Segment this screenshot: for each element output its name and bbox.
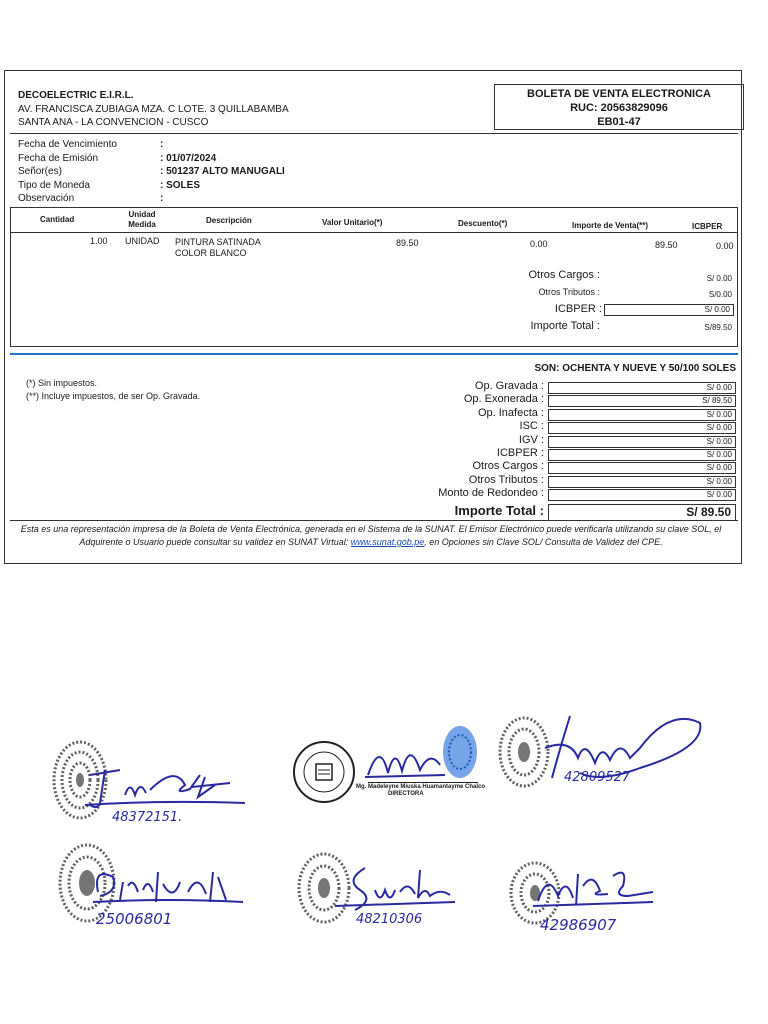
total-value-igv: S/ 0.00 (548, 436, 736, 448)
total-value-icbper: S/ 0.00 (548, 449, 736, 461)
issuer-address-line2: SANTA ANA - LA CONVENCION - CUSCO (18, 117, 209, 128)
note-sin-impuestos: (*) Sin impuestos. (26, 378, 98, 388)
field-value-emision: 01/07/2024 (166, 152, 217, 164)
total-label-otros-tributos: Otros Tributos : (468, 473, 544, 486)
table-top-border (10, 207, 738, 208)
row-icbper: 0.00 (716, 241, 734, 251)
divider (10, 133, 738, 134)
total-label-inafecta: Op. Inafecta : (477, 406, 544, 419)
row-descripcion (175, 237, 261, 259)
official-seal-icon (292, 740, 356, 804)
col-header-importe-venta: Importe de Venta(**) (572, 221, 649, 230)
signature-2-line (368, 782, 478, 783)
signature-3-number: 42809527 (564, 770, 631, 785)
field-value-moneda: SOLES (166, 179, 201, 191)
col-header-descripcion: Descripción (206, 216, 252, 225)
total-label-redondeo: Monto de Redondeo : (438, 487, 544, 500)
field-label-moneda: Tipo de Moneda (18, 179, 90, 191)
signature-1-number: 48372151. (112, 810, 183, 825)
row-cantidad: 1.00 (90, 236, 108, 246)
document-number: EB01-47 (597, 116, 641, 128)
total-value-isc: S/ 0.00 (548, 422, 736, 434)
total-label-isc: ISC : (519, 420, 544, 433)
signature-6-number: 42986907 (540, 916, 617, 934)
note-incluye-impuestos: (**) Incluye impuestos, de ser Op. Gravada. (26, 391, 201, 401)
field-value-senores: 501237 ALTO MANUGALI (166, 166, 285, 177)
col-header-descuento: Descuento(*) (458, 219, 508, 228)
total-label-igv: IGV : (518, 433, 544, 446)
row-valor-unitario: 89.50 (396, 238, 419, 248)
total-value-gravada: S/ 0.00 (548, 382, 736, 394)
blue-divider (10, 353, 738, 355)
signature-5-number: 48210306 (356, 912, 423, 927)
signature-2-scribble (360, 735, 450, 785)
field-label-vencimiento: Fecha de Vencimiento (18, 139, 117, 150)
table-left-border (10, 207, 11, 346)
col-header-unidad (124, 210, 160, 230)
total-label-icbper: ICBPER : (496, 447, 544, 460)
footer-divider (10, 520, 738, 521)
footer-text-after: , en Opciones sin Clave SOL/ Consulta de Validez del CPE. (424, 537, 663, 547)
row-unidad: UNIDAD (125, 236, 160, 246)
row-importe-venta: 89.50 (655, 240, 678, 250)
table-bottom-border (10, 346, 738, 347)
header-values: : : 01/07/2024 : 501237 ALTO MANUGALI : SOLES : (160, 139, 285, 204)
signature-4-number: 25006801 (96, 910, 173, 928)
row-descripcion-line2: COLOR BLANCO (175, 248, 247, 258)
totals-labels (380, 380, 544, 501)
header-labels (18, 138, 117, 206)
signature-5-scribble (330, 860, 460, 915)
issuer-name: DECOELECTRIC E.I.R.L. (18, 90, 134, 101)
document-type: BOLETA DE VENTA ELECTRONICA (527, 88, 711, 100)
footer-legal-note (10, 523, 732, 549)
field-label-senores: Señor(es) (18, 166, 62, 177)
subtotal-value-importe-total: S/89.50 (704, 323, 732, 332)
total-value-inafecta: S/ 0.00 (548, 409, 736, 421)
signature-4-scribble (88, 862, 248, 912)
issuer-address-line1: AV. FRANCISCA ZUBIAGA MZA. C LOTE. 3 QUILLABAMBA (18, 104, 289, 115)
field-label-emision: Fecha de Emisión (18, 152, 99, 164)
document-ruc: RUC: 20563829096 (570, 102, 668, 114)
blue-fingerprint (440, 725, 480, 780)
subtotal-value-otros-tributos: S/0.00 (708, 290, 732, 299)
col-header-valor-unitario: Valor Unitario(*) (322, 218, 383, 227)
table-header-divider (10, 232, 738, 233)
total-value-redondeo: S/ 0.00 (548, 489, 736, 501)
col-header-unidad-line2: Medida (128, 220, 156, 229)
col-header-unidad-line1: Unidad (128, 210, 156, 219)
footer-text-before: Esta es una representación impresa de la Boleta de Venta Electrónica, generada en el Sistema de la SUNAT. El Emisor Electrónico puede verificarla utilizando su clave SOL, el Adquirente o Usuario puede consultar su validez en SUNAT Virtual: (20, 524, 722, 547)
col-header-icbper: ICBPER (692, 222, 723, 231)
total-value-otros-tributos: S/ 0.00 (548, 476, 736, 488)
field-label-observacion: Observación (18, 193, 75, 204)
notes (26, 377, 200, 403)
total-label-exonerada: Op. Exonerada : (463, 393, 544, 406)
importe-total-value: S/ 89.50 (548, 504, 736, 521)
col-header-cantidad: Cantidad (40, 215, 75, 224)
table-right-border (737, 207, 738, 346)
subtotal-value-otros-cargos: S/ 0.00 (706, 274, 732, 283)
subtotal-label-icbper: ICBPER : (554, 303, 602, 315)
total-label-gravada: Op. Gravada : (474, 380, 544, 392)
total-value-exonerada: S/ 89.50 (548, 395, 736, 407)
document-type-box (494, 84, 744, 130)
row-descripcion-line1: PINTURA SATINADA (175, 237, 261, 247)
subtotal-label-importe-total: Importe Total : (530, 320, 600, 332)
subtotal-label-otros-tributos: Otros Tributos : (538, 287, 600, 297)
row-descuento: 0.00 (530, 239, 548, 249)
signature-2-title: DIRECTORA (388, 791, 424, 797)
sunat-link[interactable]: www.sunat.gob.pe (350, 537, 425, 547)
amount-in-words: SON: OCHENTA Y NUEVE Y 50/100 SOLES (534, 363, 736, 374)
signature-2-name: Mg. Madeleyne Miuska Huamantayme Chalco (356, 784, 486, 790)
signature-1-scribble (80, 755, 250, 815)
total-label-otros-cargos: Otros Cargos : (472, 460, 544, 473)
signature-6-scribble (528, 866, 658, 916)
subtotal-label-otros-cargos: Otros Cargos : (528, 269, 600, 281)
total-value-otros-cargos: S/ 0.00 (548, 462, 736, 474)
importe-total-label: Importe Total : (454, 503, 544, 518)
subtotal-value-icbper: S/ 0.00 (604, 304, 734, 316)
